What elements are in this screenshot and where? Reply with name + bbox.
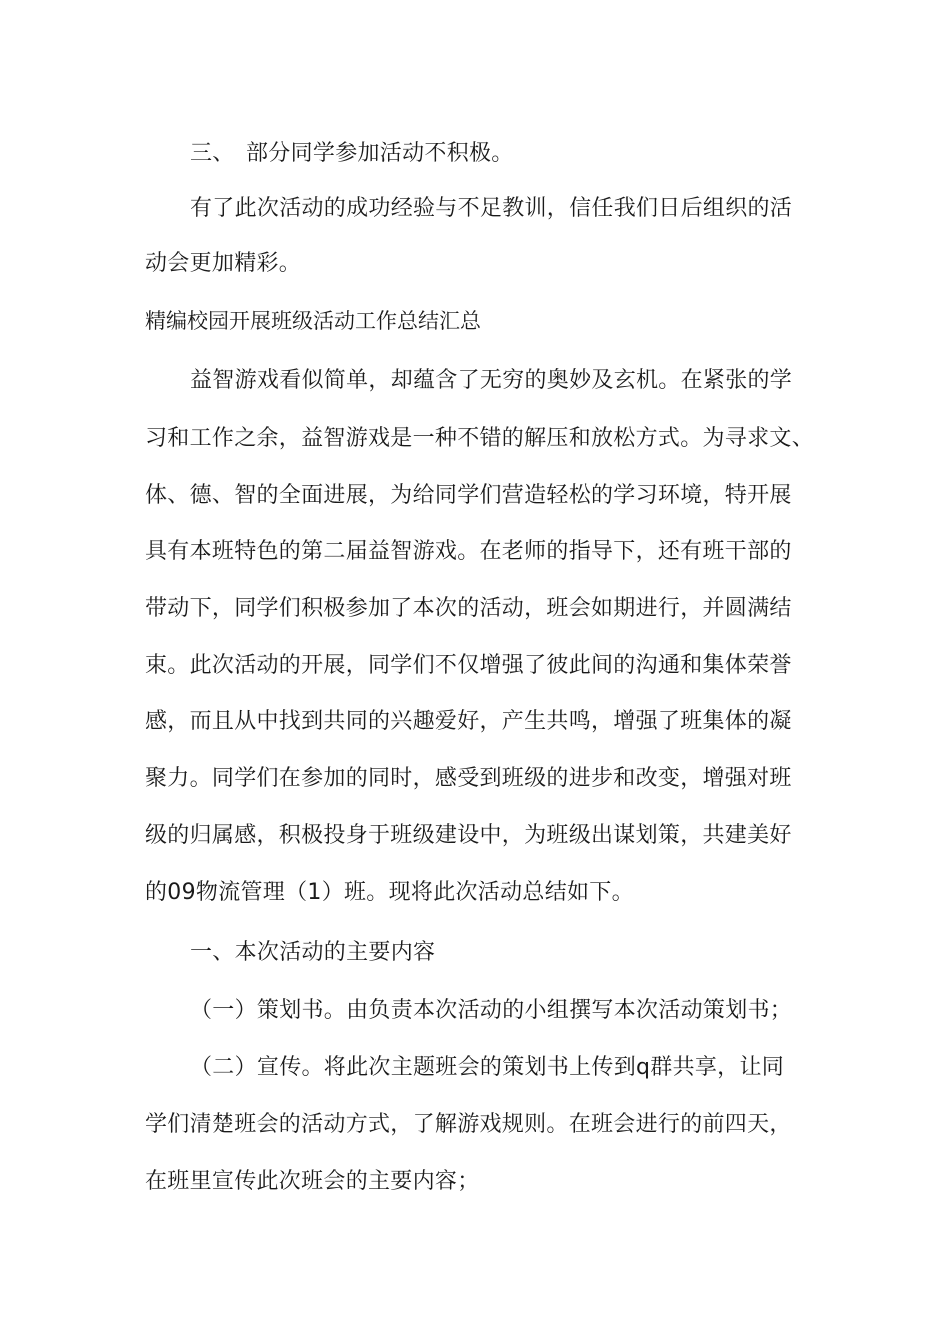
paragraph-line: 带动下，同学们积极参加了本次的活动，班会如期进行，并圆满结 (145, 596, 792, 621)
list-item-text: 部分同学参加活动不积极。 (246, 141, 514, 166)
paragraph-line: 学们清楚班会的活动方式，了解游戏规则。在班会进行的前四天， (145, 1112, 792, 1137)
list-item: （二）宣传。将此次主题班会的策划书上传到q群共享，让同 (190, 1055, 785, 1080)
paragraph-line: 级的归属感，积极投身于班级建设中，为班级出谋划策，共建美好 (145, 823, 792, 848)
section-title: 精编校园开展班级活动工作总结汇总 (145, 309, 481, 333)
paragraph-line: 的09物流管理（1）班。现将此次活动总结如下。 (145, 880, 634, 905)
paragraph-line: 习和工作之余，益智游戏是一种不错的解压和放松方式。为寻求文、 (145, 426, 815, 451)
paragraph-line: 具有本班特色的第二届益智游戏。在老师的指导下，还有班干部的 (145, 539, 792, 564)
paragraph-line: 聚力。同学们在参加的同时，感受到班级的进步和改变，增强对班 (145, 766, 792, 791)
subsection-heading: 一、本次活动的主要内容 (190, 940, 436, 965)
paragraph-line: 束。此次活动的开展，同学们不仅增强了彼此间的沟通和集体荣誉 (145, 653, 792, 678)
paragraph-line: 有了此次活动的成功经验与不足教训，信任我们日后组织的活 (190, 196, 793, 221)
list-item: （一）策划书。由负责本次活动的小组撰写本次活动策划书； (190, 998, 793, 1023)
paragraph-line: 体、德、智的全面进展，为给同学们营造轻松的学习环境，特开展 (145, 483, 792, 508)
list-item-number: 三、 (190, 141, 235, 166)
paragraph-line: 感，而且从中找到共同的兴趣爱好，产生共鸣，增强了班集体的凝 (145, 709, 792, 734)
paragraph-line: 在班里宣传此次班会的主要内容； (145, 1169, 480, 1194)
paragraph-line: 益智游戏看似简单，却蕴含了无穷的奥妙及玄机。在紧张的学 (190, 368, 793, 393)
paragraph-line: 动会更加精彩。 (145, 251, 302, 276)
